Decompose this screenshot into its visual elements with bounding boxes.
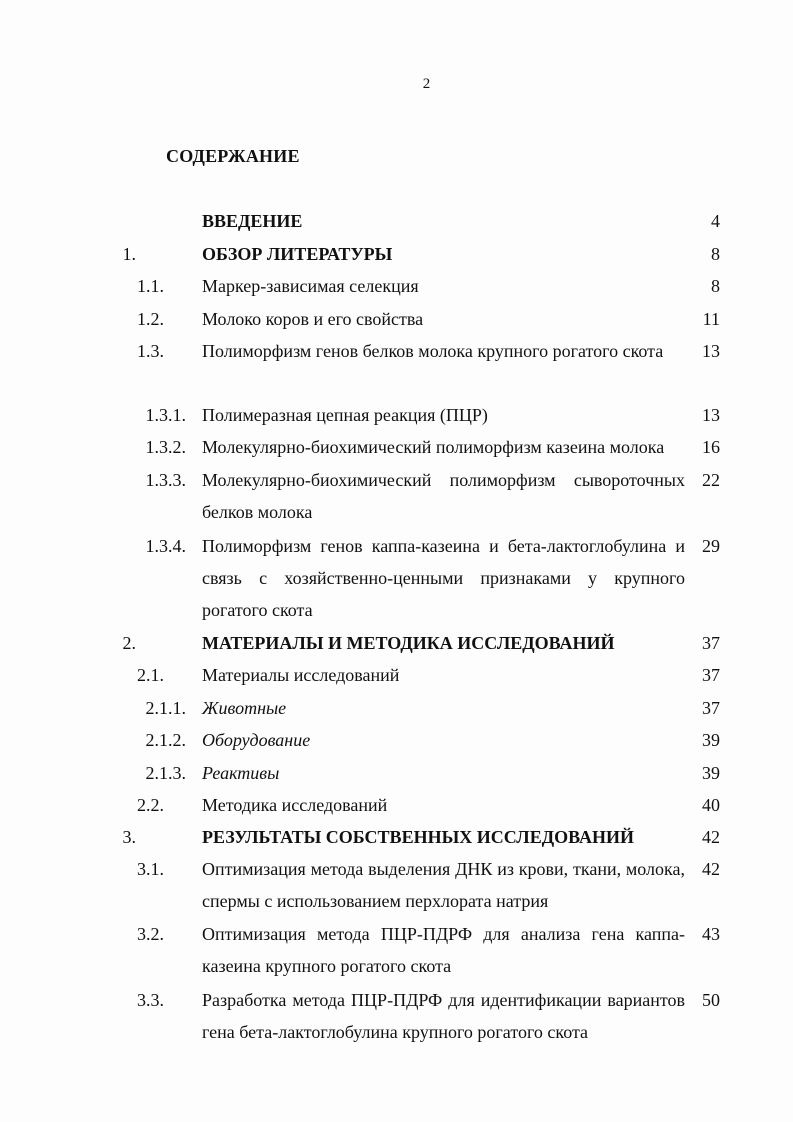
toc-entry-page: 8	[711, 276, 720, 296]
toc-entry-page: 11	[702, 309, 720, 329]
toc-title: СОДЕРЖАНИЕ	[166, 146, 300, 166]
toc-entry-text: Полиморфизм генов белков молока крупного рогатого скота	[202, 341, 664, 361]
toc-entry-text: ОБЗОР ЛИТЕРАТУРЫ	[202, 244, 393, 264]
toc-entry-number: 2.	[122, 633, 136, 653]
toc-entry-text: Животные	[202, 698, 287, 718]
toc-entry-text: МАТЕРИАЛЫ И МЕТОДИКА ИССЛЕДОВАНИЙ	[202, 633, 615, 653]
toc-entry-number: 1.3.2.	[145, 437, 186, 457]
toc-entry-text: Реактивы	[202, 763, 280, 783]
toc-entry-page: 22	[702, 470, 720, 490]
toc-entry-number: 3.	[122, 827, 136, 847]
toc-entry-page: 16	[702, 437, 720, 457]
toc-entry-page: 39	[702, 763, 720, 783]
toc-entry-text: Оптимизация метода ПЦР-ПДРФ для анализа гена каппа-казеина крупного рогатого скота	[202, 924, 685, 976]
toc-entry-page: 4	[711, 211, 720, 231]
toc-entry-page: 8	[711, 244, 720, 264]
toc-entry-number: 3.3.	[137, 990, 164, 1010]
toc-entry-number: 3.2.	[137, 924, 164, 944]
toc-entry-text: Оборудование	[202, 730, 311, 750]
toc-entry-page: 42	[702, 859, 720, 879]
toc-entry-number: 3.1.	[137, 859, 164, 879]
toc-entry-number: 1.3.	[137, 341, 164, 361]
toc-entry-text: Материалы исследований	[202, 665, 400, 685]
toc-entry-page: 39	[702, 730, 720, 750]
toc-entry-number: 1.1.	[137, 276, 164, 296]
toc-entry-text: Полиморфизм генов каппа-казеина и бета-лактоглобулина и связь с хозяйственно-ценными признаками у крупного рогатого скота	[202, 536, 685, 620]
toc-entry-page: 50	[702, 990, 720, 1010]
toc-entry-text: ВВЕДЕНИЕ	[202, 211, 303, 231]
toc-entry-page: 29	[702, 536, 720, 556]
toc-entry-number: 1.	[122, 244, 136, 264]
toc-entry-text: Методика исследований	[202, 795, 388, 815]
toc-entry-page: 13	[702, 405, 720, 425]
page-number: 2	[422, 76, 431, 92]
toc-entry-number: 2.2.	[137, 795, 164, 815]
toc-entry-number: 1.2.	[137, 309, 164, 329]
toc-entry-text: РЕЗУЛЬТАТЫ СОБСТВЕННЫХ ИССЛЕДОВАНИЙ	[202, 827, 634, 847]
toc-entry-number: 2.1.	[137, 665, 164, 685]
toc-entry-number: 1.3.3.	[145, 470, 186, 490]
toc-entry-text: Полимеразная цепная реакция (ПЦР)	[202, 405, 488, 425]
toc-entry-text: Молекулярно-биохимический полиморфизм казеина молока	[202, 437, 665, 457]
toc-entry-text: Молоко коров и его свойства	[202, 309, 424, 329]
toc-entry-page: 37	[702, 698, 720, 718]
toc-entry-page: 37	[702, 665, 720, 685]
toc-entry-text: Оптимизация метода выделения ДНК из крови, ткани, молока, спермы с использованием перхлората натрия	[202, 859, 685, 911]
toc-entry-page: 42	[702, 827, 720, 847]
toc-entry-page: 37	[702, 633, 720, 653]
toc-entry-text: Разработка метода ПЦР-ПДРФ для идентификации вариантов гена бета-лактоглобулина крупного рогатого скота	[202, 990, 685, 1042]
toc-entry-number: 2.1.2.	[145, 730, 186, 750]
toc-entry-page: 13	[702, 341, 720, 361]
toc-entry-number: 1.3.4.	[145, 536, 186, 556]
toc-entry-text: Маркер-зависимая селекция	[202, 276, 419, 296]
toc-entry-page: 40	[702, 795, 720, 815]
toc-entry-number: 1.3.1.	[145, 405, 186, 425]
toc-entry-number: 2.1.1.	[145, 698, 186, 718]
toc-entry-number: 2.1.3.	[145, 763, 186, 783]
toc-entry-text: Молекулярно-биохимический полиморфизм сывороточных белков молока	[202, 470, 685, 522]
toc-entry-page: 43	[702, 924, 720, 944]
